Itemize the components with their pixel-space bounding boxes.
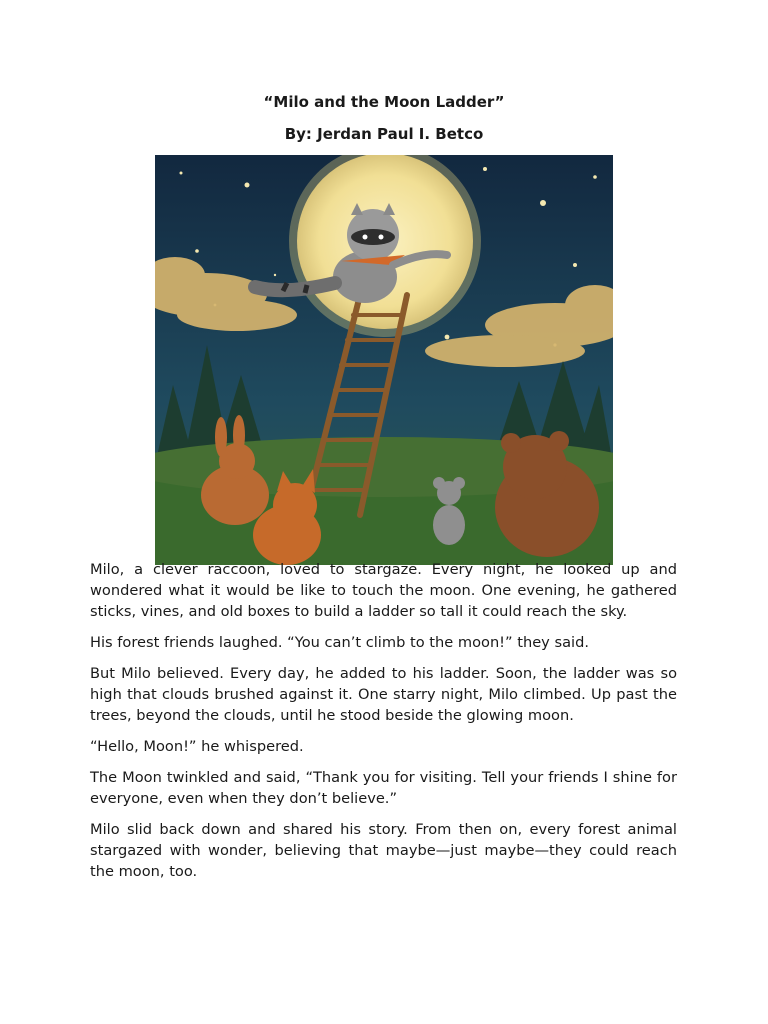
author-byline: By: Jerdan Paul I. Betco	[284, 125, 484, 143]
paragraph: His forest friends laughed. “You can’t climb to the moon!” they said.	[90, 634, 589, 651]
paragraph: “Hello, Moon!” he whispered.	[90, 738, 304, 755]
paragraph: The Moon twinkled and said, “Thank you for visiting. Tell your friends I shine for everyone, even when they don’t believe.”	[90, 769, 677, 807]
story-title: “Milo and the Moon Ladder”	[263, 93, 505, 111]
story-body	[90, 559, 677, 892]
paragraph: Milo slid back down and shared his story. From then on, every forest animal stargazed with wonder, believing that maybe—just maybe—they could reach the moon, too.	[90, 821, 677, 880]
mouse	[433, 477, 465, 545]
paragraph: But Milo believed. Every day, he added to his ladder. Soon, the ladder was so high that clouds brushed against it. One starry night, Milo climbed. Up past the trees, beyond the clouds, until he stood beside the glowing moon.	[90, 665, 677, 724]
paragraph: Milo, a clever raccoon, loved to stargaze. Every night, he looked up and wondered what it would be like to touch the moon. One evening, he gathered sticks, vines, and old boxes to build a ladder so tall it could reach the sky.	[90, 561, 677, 620]
storybook-illustration	[155, 155, 613, 565]
